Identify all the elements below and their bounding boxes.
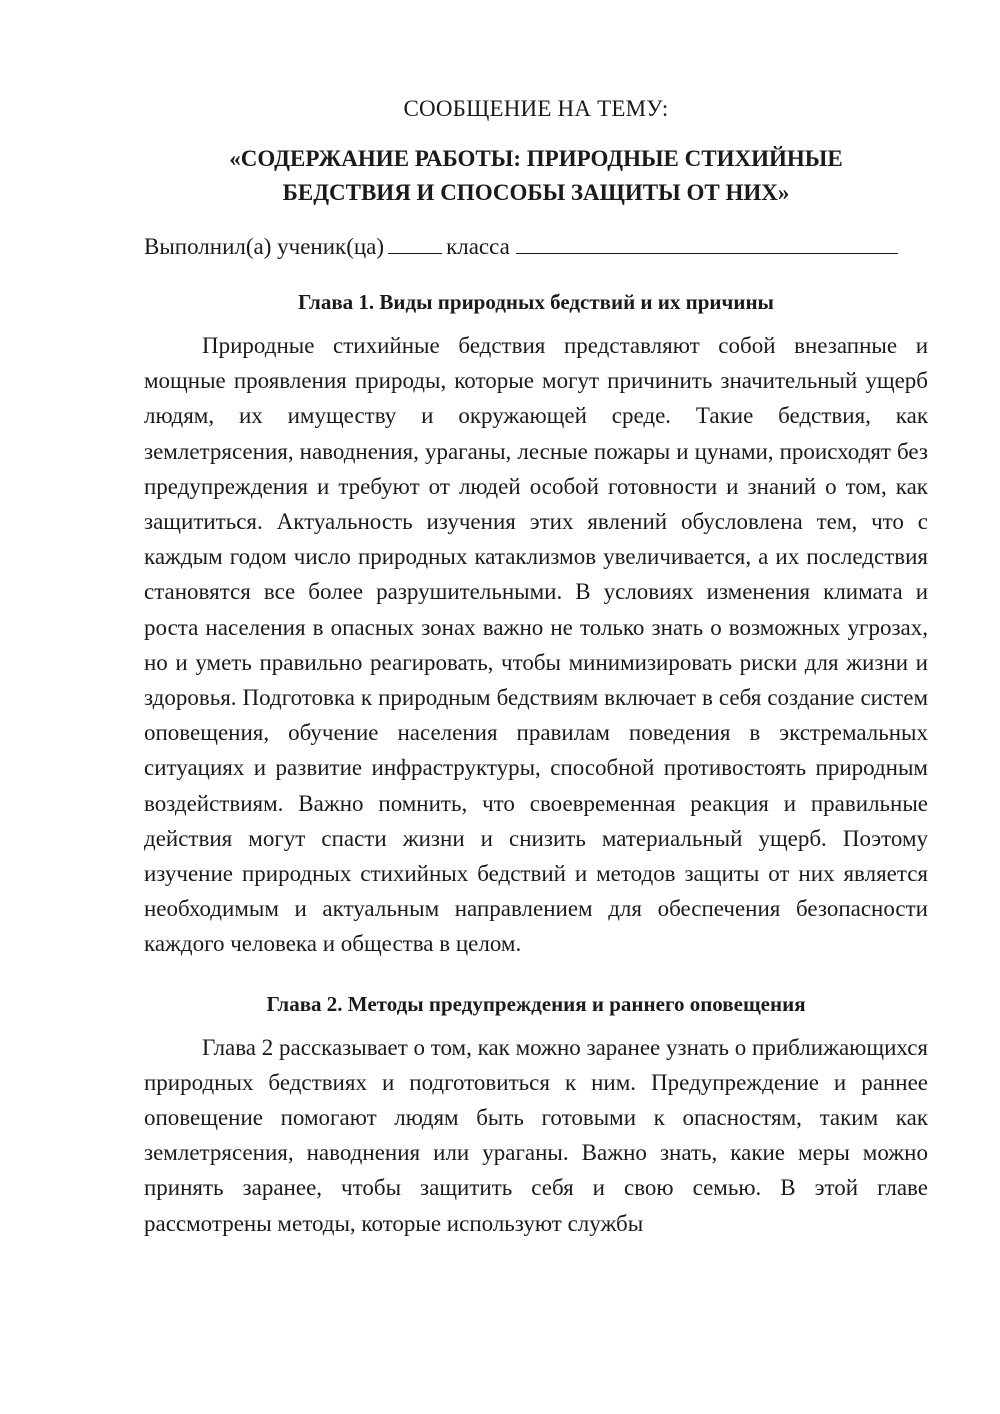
chapter-1-heading: Глава 1. Виды природных бедствий и их причины: [298, 290, 774, 314]
chapter-1-text: Природные стихийные бедствия представляют собой внезапные и мощные проявления природы, которые могут причинить значительный ущерб людям, их имуществу и окружающей среде. Такие бедствия, как землетрясения, наводнения, ураганы, лесные пожары и цунами, происходят без предупреждения и требуют от людей особой готовности и знаний о том, как защититься. Актуальность изучения этих явлений обусловлена тем, что с каждым годом число природных катаклизмов увеличивается, а их последствия становятся все более разрушительными. В условиях изменения климата и роста населения в опасных зонах важно не только знать о возможных угрозах, но и уметь правильно реагировать, чтобы минимизировать риски для жизни и здоровья. Подготовка к природным бедствиям включает в себя создание систем оповещения, обучение населения правилам поведения в экстремальных ситуациях и развитие инфраструктуры, способной противостоять природным воздействиям. Важно помнить, что своевременная реакция и правильные действия могут спасти жизни и снизить материальный ущерб. Поэтому изучение природных стихийных бедствий и методов защиты от них является необходимым и актуальным направлением для обеспечения безопасности каждого человека и общества в целом.: [144, 333, 928, 957]
document-title: [144, 142, 928, 210]
author-prefix: Выполнил(а) ученик(ца): [144, 234, 385, 259]
author-class-label: класса: [446, 234, 510, 259]
class-number-blank: [388, 233, 442, 254]
document-page: [144, 88, 928, 1241]
student-name-blank: [516, 233, 898, 254]
document-kicker: СООБЩЕНИЕ НА ТЕМУ:: [403, 96, 669, 121]
document-title-line-1: «СОДЕРЖАНИЕ РАБОТЫ: ПРИРОДНЫЕ СТИХИЙНЫЕ: [229, 146, 843, 171]
chapter-2-heading: Глава 2. Методы предупреждения и раннего оповещения: [266, 991, 806, 1016]
author-line: [144, 230, 928, 264]
chapter-2-text: Глава 2 рассказывает о том, как можно заранее узнать о приближающихся природных бедствиях и подготовиться к ним. Предупреждение и раннее оповещение помогают людям быть готовыми к опасностям, таким как землетрясения, наводнения или ураганы. Важно знать, какие меры можно принять заранее, чтобы защитить себя и свою семью. В этой главе рассмотрены методы, которые используют службы: [144, 1034, 928, 1236]
document-title-line-2: БЕДСТВИЯ И СПОСОБЫ ЗАЩИТЫ ОТ НИХ»: [282, 180, 790, 205]
